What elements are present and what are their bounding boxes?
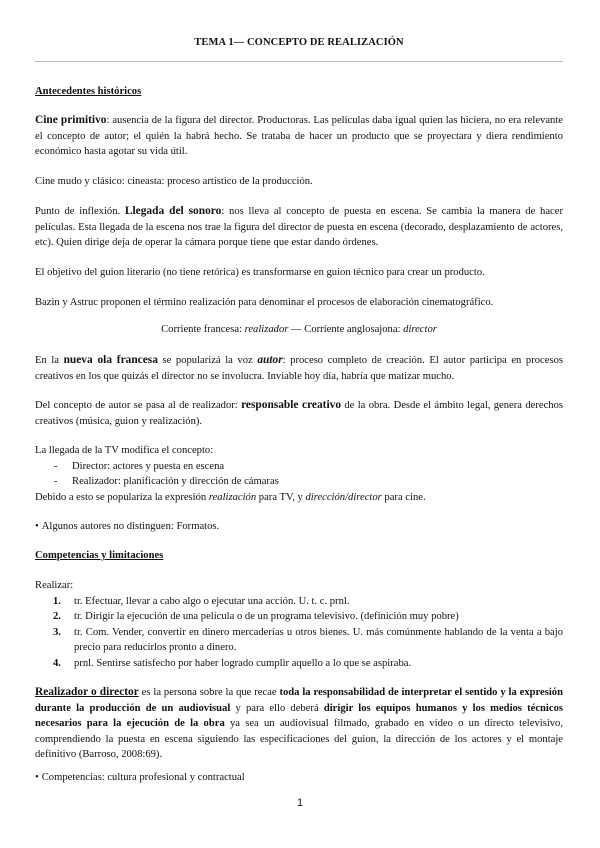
term-nueva-ola: nueva ola francesa	[63, 354, 158, 366]
list-item: 3. tr. Com. Vender, convertir en dinero mercaderías u otros bienes. U. más comúnmente hablando de la venta a bajo precio para reducirlos pronto a dinero.	[53, 626, 563, 653]
bullet-icon: •	[35, 521, 39, 532]
realizar-label: Realizar:	[35, 580, 74, 591]
document-title: TEMA 1— CONCEPTO DE REALIZACIÓN	[194, 37, 404, 48]
paragraph-guion: El objetivo del guion literario (no tiene retórica) es transformarse en guion técnico para crear un producto.	[35, 267, 485, 278]
paragraph-realizar	[35, 578, 563, 671]
list-item: 4. prnl. Sentirse satisfecho por haber logrado cumplir aquello a lo que se aspiraba.	[53, 657, 412, 669]
term-cine-primitivo: Cine primitivo	[35, 114, 107, 126]
tv-conclusion: Debido a esto se populariza la expresión realización para TV, y dirección/director para cine.	[35, 491, 426, 503]
term-responsable-creativo: responsable creativo	[241, 399, 342, 411]
tv-list	[35, 459, 563, 490]
realizar-definitions	[35, 594, 563, 672]
paragraph-corriente: Corriente francesa: realizador — Corriente anglosajona: director	[161, 324, 437, 335]
term-autor: autor	[257, 354, 283, 366]
paragraph-punto-inflexion: Punto de inflexión. Llegada del sonoro: nos lleva al concepto de puesta en escena. Se cambia la manera de hacer películas. Esta llegada de la escena nos trae la figura del director de puesta en escena (decorado, desplazamiento de actores, etc). Quien dirige deja de operar la cámara porque tiene que estar dando órdenes.	[35, 205, 563, 248]
term-realizador: realizador	[244, 324, 289, 335]
paragraph-cine-mudo: Cine mudo y clásico: cineasta: proceso artístico de la producción.	[35, 176, 313, 187]
tv-intro: La llegada de la TV modifica el concepto:	[35, 445, 214, 456]
header-rule	[35, 61, 563, 62]
paragraph-bazin: Bazin y Astruc proponen el término realización para denominar el procesos de elaboración cinematográfico.	[35, 297, 494, 308]
term-llegada-sonoro: Llegada del sonoro	[124, 205, 222, 217]
term-director: director	[403, 324, 437, 335]
list-item: 2. tr. Dirigir la ejecución de una película o de un programa televisivo. (definición muy pobre)	[53, 611, 459, 622]
section-heading-antecedentes: Antecedentes históricos	[35, 86, 142, 97]
term-realizador-director: Realizador o director	[35, 686, 139, 698]
paragraph-nueva-ola: En la nueva ola francesa se popularizá la voz autor: proceso completo de creación. El autor participa en procesos creativos en los que quizás el director no se involucra. Inviable hoy día, habría que matizar mucho.	[35, 354, 563, 382]
paragraph-definicion-realizador: Realizador o director es la persona sobre la que recae toda la responsabilidad de interpretar el sentido y la expresión durante la producción de un audiovisual y para ello deberá dirigir los equipos humanos y los medios técnicos necesarios para la ejecución de la obra ya sea un audiovisual filmado, grabado en vídeo o un directo televisivo, comprendiendo la puesta en escena siguiendo las especificaciones del guion, la dirección de los actores y el montaje definitivo (Barroso, 2008:69).	[35, 686, 564, 760]
bullet-icon: •	[35, 772, 39, 783]
list-item: 1. tr. Efectuar, llevar a cabo algo o ejecutar una acción. U. t. c. prnl.	[53, 595, 350, 607]
list-item: - Director: actores y puesta en escena	[35, 459, 563, 475]
list-item: - Realizador: planificación y dirección de cámaras	[35, 474, 563, 490]
paragraph-formatos: • Algunos autores no distinguen: Formatos.	[35, 521, 220, 532]
page-number: 1	[296, 797, 304, 809]
paragraph-tv	[35, 443, 563, 505]
paragraph-competencias: • Competencias: cultura profesional y contractual	[35, 772, 245, 783]
paragraph-concepto-autor: Del concepto de autor se pasa al de realizador: responsable creativo de la obra. Desde el ámbito legal, genera derechos creativos (música, guion y realización).	[35, 399, 563, 427]
paragraph-cine-primitivo: Cine primitivo: ausencia de la figura del director. Productoras. Las películas daba igual quien las hiciera, no era relevante el concepto de autor; el quién la habrá hecho. Se trataba de hacer un producto que se proyectara y diera rendimiento económico hasta agotar su vida útil.	[35, 114, 564, 157]
document-page	[35, 0, 563, 848]
section-heading-competencias: Competencias y limitaciones	[35, 550, 164, 561]
